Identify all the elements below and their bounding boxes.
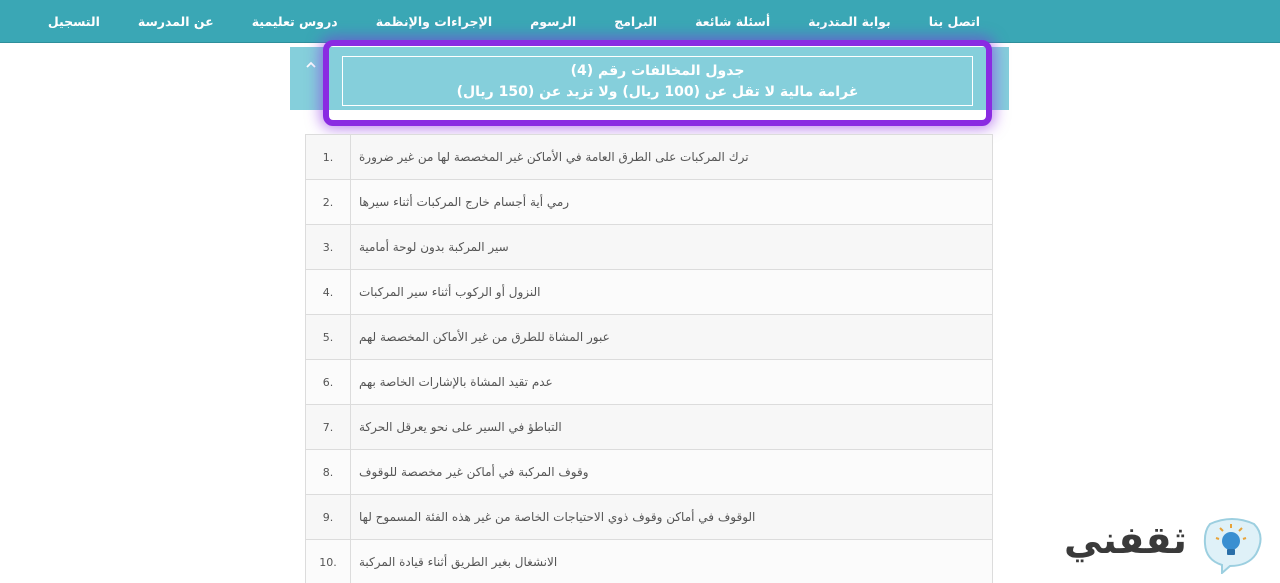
nav-item-fees[interactable]: الرسوم bbox=[530, 13, 577, 29]
table-row bbox=[306, 495, 992, 540]
violation-text: الوقوف في أماكن وقوف ذوي الاحتياجات الخاصة من غير هذه الفئة المسموح لها bbox=[359, 510, 756, 524]
nav-item-procedures[interactable]: الإجراءات والإنظمة bbox=[375, 13, 493, 29]
table-row bbox=[306, 405, 992, 450]
row-text bbox=[351, 135, 992, 179]
table-row bbox=[306, 135, 992, 180]
violations-table bbox=[305, 134, 993, 583]
top-navigation bbox=[0, 0, 1280, 43]
nav-item-faq[interactable]: أسئلة شائعة bbox=[695, 13, 771, 29]
table-row bbox=[306, 180, 992, 225]
row-number: 1. bbox=[306, 135, 351, 179]
nav-item-programs[interactable]: البرامج bbox=[614, 13, 658, 29]
brand-logo[interactable] bbox=[1060, 510, 1270, 583]
violation-text: رمي أية أجسام خارج المركبات أثناء سيرها bbox=[359, 195, 570, 209]
nav-item-lessons[interactable]: دروس تعليمية bbox=[251, 13, 338, 29]
row-number: 10. bbox=[306, 540, 351, 583]
row-number: 3. bbox=[306, 225, 351, 269]
nav-item-trainee-portal[interactable]: بوابة المتدربة bbox=[808, 13, 891, 29]
row-text bbox=[351, 405, 992, 449]
row-number: 4. bbox=[306, 270, 351, 314]
highlight-frame bbox=[323, 40, 992, 126]
table-row bbox=[306, 450, 992, 495]
row-text bbox=[351, 315, 992, 359]
row-text bbox=[351, 360, 992, 404]
table-row bbox=[306, 270, 992, 315]
table-row bbox=[306, 540, 992, 583]
table-subtitle: غرامة مالية لا تقل عن (100 ريال) ولا تزيد عن (150 ريال) bbox=[456, 84, 859, 100]
row-text bbox=[351, 450, 992, 494]
brand-name: ثقفني bbox=[1064, 518, 1187, 562]
chevron-up-icon[interactable] bbox=[304, 57, 320, 73]
violation-text: عبور المشاة للطرق من غير الأماكن المخصصة لهم bbox=[359, 330, 610, 344]
violation-text: وقوف المركبة في أماكن غير مخصصة للوقوف bbox=[359, 465, 589, 479]
nav-item-contact[interactable]: اتصل بنا bbox=[928, 13, 980, 29]
violation-text: الانشغال بغير الطريق أثناء قيادة المركبة bbox=[359, 555, 558, 569]
violation-text: ترك المركبات على الطرق العامة في الأماكن غير المخصصة لها من غير ضرورة bbox=[359, 150, 749, 164]
row-number: 6. bbox=[306, 360, 351, 404]
table-row bbox=[306, 225, 992, 270]
table-row bbox=[306, 315, 992, 360]
row-number: 9. bbox=[306, 495, 351, 539]
row-number: 2. bbox=[306, 180, 351, 224]
row-number: 8. bbox=[306, 450, 351, 494]
row-number: 7. bbox=[306, 405, 351, 449]
nav-item-about-school[interactable]: عن المدرسة bbox=[137, 13, 214, 29]
table-title: جدول المخالفات رقم (4) bbox=[570, 63, 745, 79]
violation-text: عدم تقيد المشاة بالإشارات الخاصة بهم bbox=[359, 375, 553, 389]
violation-text: سير المركبة بدون لوحة أمامية bbox=[359, 240, 509, 254]
violation-text: النزول أو الركوب أثناء سير المركبات bbox=[359, 285, 541, 299]
row-number: 5. bbox=[306, 315, 351, 359]
row-text bbox=[351, 225, 992, 269]
lightbulb-icon bbox=[1200, 516, 1264, 574]
row-text bbox=[351, 540, 992, 583]
table-row bbox=[306, 360, 992, 405]
row-text bbox=[351, 270, 992, 314]
row-text bbox=[351, 180, 992, 224]
row-text bbox=[351, 495, 992, 539]
violation-text: التباطؤ في السير على نحو يعرقل الحركة bbox=[359, 420, 562, 434]
nav-item-register[interactable]: التسجيل bbox=[47, 13, 100, 29]
